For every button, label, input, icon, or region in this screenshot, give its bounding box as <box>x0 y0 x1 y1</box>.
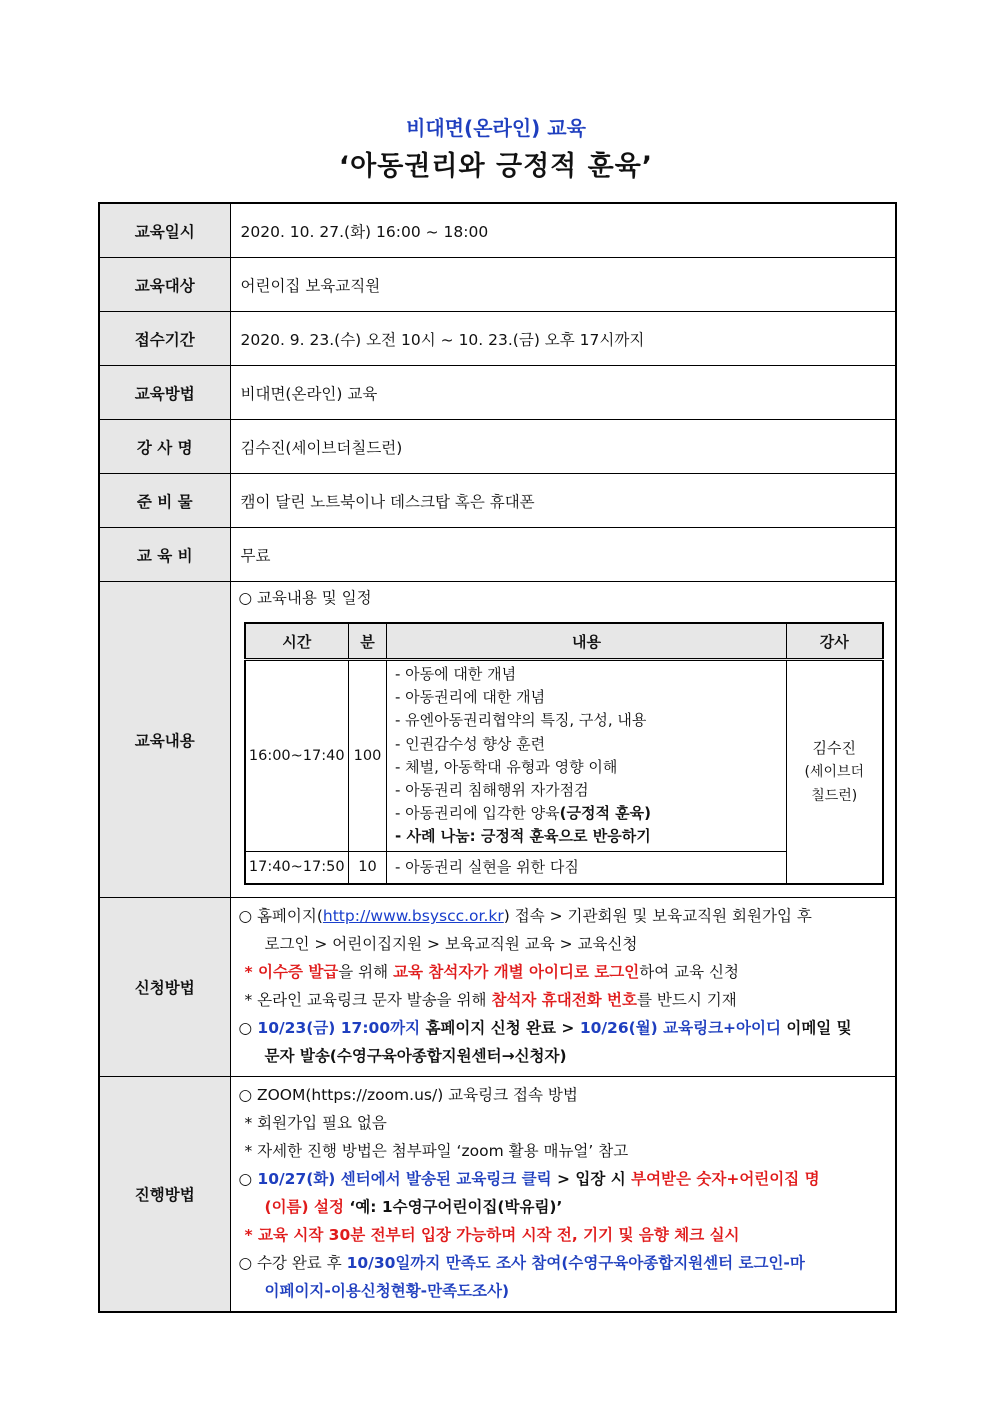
apply-line: 로그인 > 어린이집지원 > 보육교직원 교육 > 교육신청 <box>264 935 638 954</box>
apply-text: 을 위해 <box>338 963 394 982</box>
header-instructor: 강사 <box>787 623 883 660</box>
progress-text: ‘예: 1수영구어린이집(박유림)’ <box>343 1198 563 1217</box>
apply-line <box>239 958 888 986</box>
apply-text: 를 반드시 기재 <box>637 991 737 1010</box>
schedule-items <box>387 851 787 884</box>
schedule-instructor <box>787 660 883 885</box>
apply-line <box>239 986 888 1014</box>
schedule-items <box>387 660 787 852</box>
apply-text: ) 접속 > 기관회원 및 보육교직원 회원가입 후 <box>503 907 812 926</box>
apply-highlight: 10/23(금) 17:00까지 <box>257 1019 421 1038</box>
row-period <box>99 312 896 366</box>
apply-text: ○ 홈페이지( <box>238 907 323 926</box>
info-table <box>98 202 897 1313</box>
row-content <box>99 582 896 898</box>
value-instructor: 김수진(세이브더칠드런) <box>230 420 896 474</box>
schedule-item: - 체벌, 아동학대 유형과 영향 이해 <box>395 757 618 776</box>
apply-text: 홈페이지 신청 완료 > <box>420 1019 580 1038</box>
label-apply: 신청방법 <box>99 898 230 1077</box>
row-materials <box>99 474 896 528</box>
progress-line: * 회원가입 필요 없음 <box>244 1114 387 1133</box>
apply-highlight: 교육 참석자가 개별 아이디로 로그인 <box>393 963 640 982</box>
row-target <box>99 258 896 312</box>
row-date <box>99 203 896 258</box>
schedule-item: - 아동권리 실현을 위한 다짐 <box>395 857 579 876</box>
apply-text: 이메일 및 <box>780 1019 852 1038</box>
progress-line: * 자세한 진행 방법은 첨부파일 ‘zoom 활용 매뉴얼’ 참고 <box>244 1142 629 1161</box>
schedule-time: 17:40~17:50 <box>245 851 349 884</box>
label-target: 교육대상 <box>99 258 230 312</box>
progress-line: ○ ZOOM(https://zoom.us/) 교육링크 접속 방법 <box>238 1086 578 1105</box>
label-fee: 교 육 비 <box>99 528 230 582</box>
instructor-org: 칠드런) <box>811 788 858 805</box>
schedule-row <box>245 660 883 852</box>
apply-line: 문자 발송(수영구육아종합지원센터→신청자) <box>264 1047 567 1066</box>
apply-text: 하여 교육 신청 <box>639 963 739 982</box>
progress-line: * 교육 시작 30분 전부터 입장 가능하며 시작 전, 기기 및 음향 체크 실시 <box>244 1226 740 1245</box>
schedule-item: - 인권감수성 향상 훈련 <box>395 734 546 753</box>
progress-line <box>239 1193 888 1221</box>
apply-text: * 온라인 교육링크 문자 발송을 위해 <box>244 991 492 1010</box>
label-date: 교육일시 <box>99 203 230 258</box>
header-time: 시간 <box>245 623 349 660</box>
schedule-item: - 유엔아동권리협약의 특징, 구성, 내용 <box>395 711 647 730</box>
label-content: 교육내용 <box>99 582 230 898</box>
progress-line <box>239 1165 888 1193</box>
star-mark: * <box>244 963 259 982</box>
schedule-item <box>395 802 778 825</box>
row-fee <box>99 528 896 582</box>
content-intro: ○ 교육내용 및 일정 <box>238 589 372 607</box>
progress-text: > 입장 시 <box>551 1170 632 1189</box>
schedule-item: - 사례 나눔: 긍정적 훈육으로 반응하기 <box>395 827 651 846</box>
progress-text: ○ 수강 완료 후 <box>238 1254 347 1273</box>
apply-line <box>239 1014 888 1042</box>
document-subtitle: 비대면(온라인) 교육 <box>406 116 586 140</box>
schedule-item: - 아동에 대한 개념 <box>395 665 517 683</box>
row-progress <box>99 1077 896 1313</box>
value-date: 2020. 10. 27.(화) 16:00 ~ 18:00 <box>230 203 896 258</box>
value-materials: 캠이 달린 노트북이나 데스크탑 혹은 휴대폰 <box>230 474 896 528</box>
progress-cell <box>230 1077 896 1313</box>
document-title: ‘아동권리와 긍정적 훈육’ <box>338 151 654 182</box>
schedule-item-text: - 아동권리에 입각한 양육 <box>395 804 560 823</box>
value-target: 어린이집 보육교직원 <box>230 258 896 312</box>
progress-line <box>239 1249 888 1277</box>
apply-highlight: 참석자 휴대전화 번호 <box>491 991 637 1010</box>
label-instructor: 강 사 명 <box>99 420 230 474</box>
instructor-org: (세이브더 <box>804 764 865 781</box>
schedule-item-emphasis: (긍정적 훈육) <box>559 804 652 823</box>
schedule-table <box>244 622 884 885</box>
value-period: 2020. 9. 23.(수) 오전 10시 ~ 10. 23.(금) 오후 17시까지 <box>230 312 896 366</box>
label-period: 접수기간 <box>99 312 230 366</box>
label-materials: 준 비 물 <box>99 474 230 528</box>
label-progress: 진행방법 <box>99 1077 230 1313</box>
content-cell <box>230 582 896 898</box>
value-method: 비대면(온라인) 교육 <box>230 366 896 420</box>
label-method: 교육방법 <box>99 366 230 420</box>
schedule-minutes: 10 <box>349 851 387 884</box>
progress-highlight: 10/30일까지 만족도 조사 참여(수영구육아종합지원센터 로그인-마 <box>346 1254 805 1273</box>
row-instructor <box>99 420 896 474</box>
progress-highlight: 10/27(화) 센터에서 발송된 교육링크 클릭 <box>257 1170 552 1189</box>
apply-highlight: 10/26(월) 교육링크+아이디 <box>579 1019 781 1038</box>
homepage-link[interactable]: http://www.bsyscc.or.kr <box>322 907 504 926</box>
apply-cell <box>230 898 896 1077</box>
schedule-time: 16:00~17:40 <box>245 660 349 852</box>
apply-highlight: 이수증 발급 <box>258 963 339 982</box>
schedule-minutes: 100 <box>349 660 387 852</box>
header-content: 내용 <box>387 623 787 660</box>
progress-line: 이페이지-이용신청현황-만족도조사) <box>264 1282 510 1301</box>
apply-line <box>239 902 888 930</box>
instructor-name: 김수진 <box>812 739 856 758</box>
value-fee: 무료 <box>230 528 896 582</box>
schedule-item: - 아동권리에 대한 개념 <box>395 688 546 707</box>
progress-highlight: (이름) 설정 <box>264 1198 344 1217</box>
header-minutes: 분 <box>349 623 387 660</box>
progress-text: ○ <box>238 1170 258 1189</box>
apply-text: ○ <box>238 1019 258 1038</box>
row-method <box>99 366 896 420</box>
schedule-item: - 아동권리 침해행위 자가점검 <box>395 781 589 800</box>
progress-highlight: 부여받은 숫자+어린이집 명 <box>631 1170 820 1189</box>
row-apply <box>99 898 896 1077</box>
schedule-header-row <box>245 623 883 660</box>
